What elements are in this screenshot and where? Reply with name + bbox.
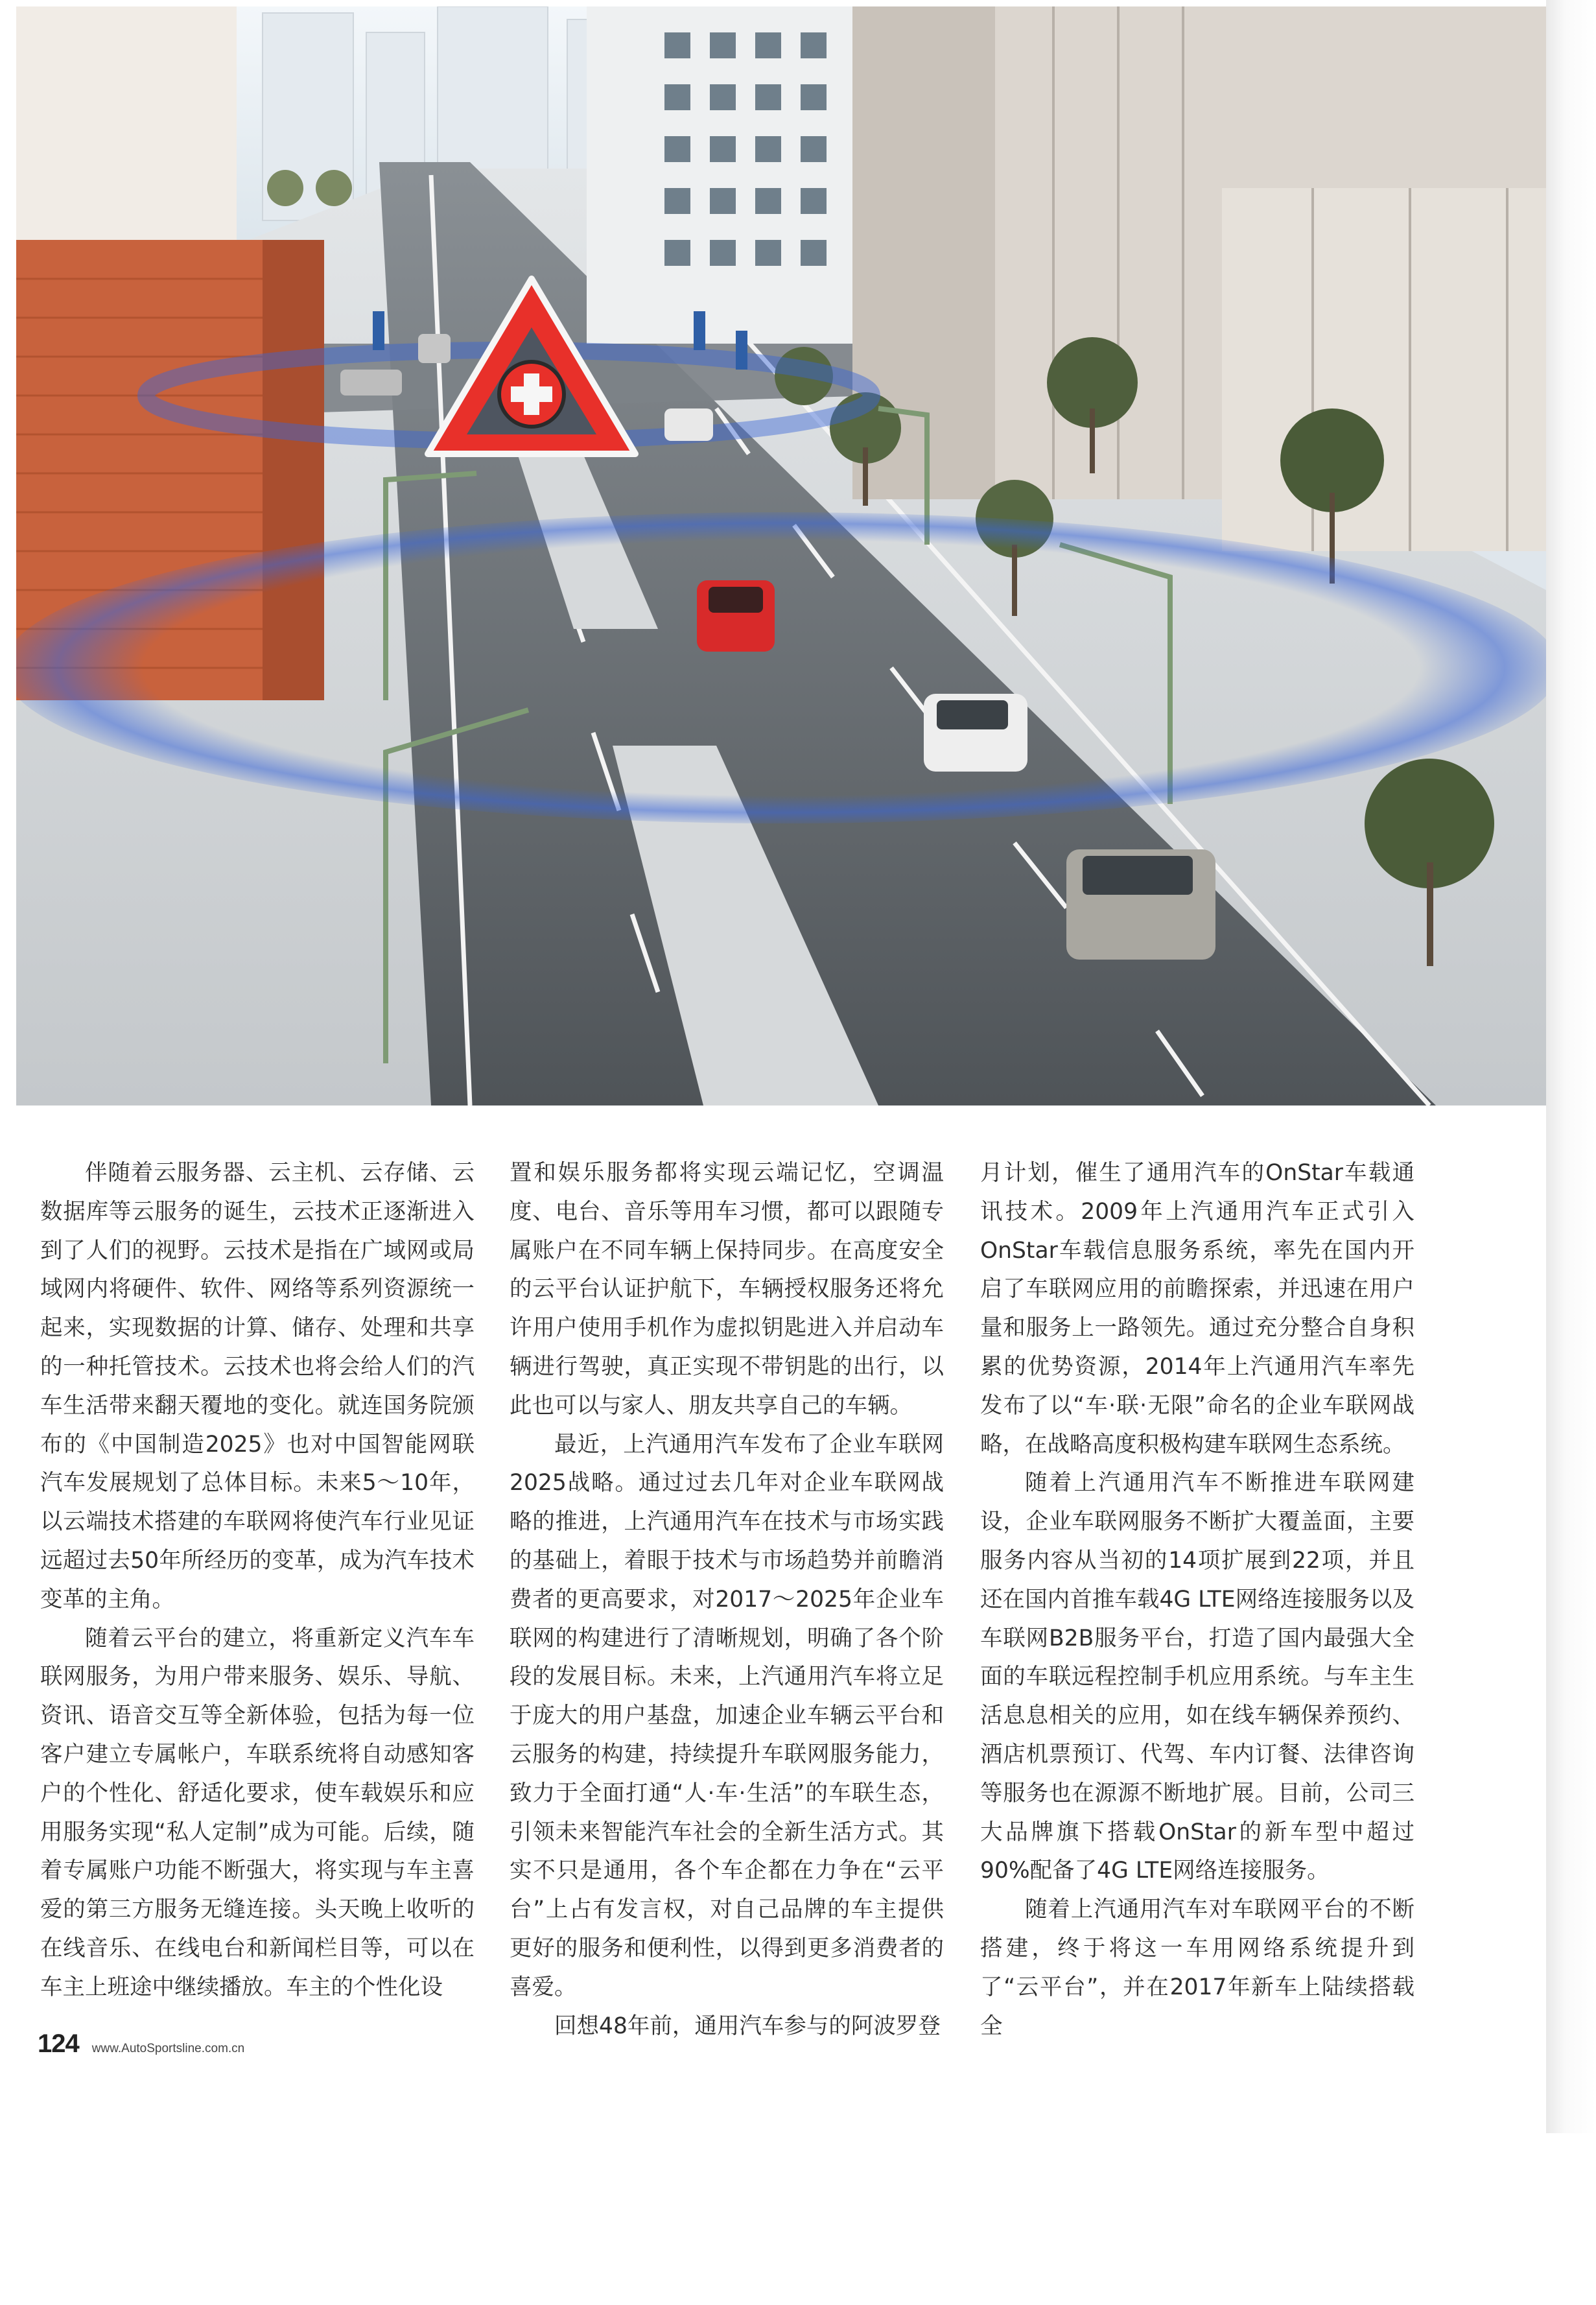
office-building-right <box>852 6 1546 551</box>
article-column-1 <box>40 1154 475 2007</box>
article-column-2 <box>510 1154 944 2046</box>
page-footer <box>38 2029 244 2068</box>
paragraph: 伴随着云服务器、云主机、云存储、云数据库等云服务的诞生，云技术正逐渐进入到了人们的视野。云技术是指在广域网或局域网内将硬件、软件、网络等系列资源统一起来，实现数据的计算、储存、处理和共享的一种托管技术。云技术也将会给人们的汽车生活带来翻天覆地的变化。就连国务院颁布的《中国制造2025》也对中国智能网联汽车发展规划了总体目标。未来5～10年，以云端技术搭建的车联网将使汽车行业见证远超过去50年所经历的变革，成为汽车技术变革的主角。 <box>40 1160 475 1613</box>
paragraph: 月计划，催生了通用汽车的OnStar车载通讯技术。2009年上汽通用汽车正式引入OnStar车载信息服务系统，率先在国内开启了车联网应用的前瞻探索，并迅速在用户量和服务上一路领先。通过充分整合自身积累的优势资源，2014年上汽通用汽车率先发布了以“车·联·无限”命名的企业车联网战略，在战略高度积极构建车联网生态系统。 <box>980 1160 1414 1458</box>
page-gutter-shadow <box>1546 0 1596 2305</box>
paragraph: 随着上汽通用汽车不断推进车联网建设，企业车联网服务不断扩大覆盖面，主要服务内容从当初的14项扩展到22项，并且还在国内首推车载4G LTE网络连接服务以及车联网B2B服务平台，打造了国内最强大全面的车联远程控制手机应用系统。与车主生活息息相关的应用，如在线车辆保养预约、酒店机票预订、代驾、车内订餐、法律咨询等服务也在源源不断地扩展。目前，公司三大品牌旗下搭载OnStar的新车型中超过90%配备了4G LTE网络连接服务。 <box>980 1470 1414 1884</box>
article-column-3 <box>980 1154 1414 2046</box>
paragraph: 随着云平台的建立，将重新定义汽车车联网服务，为用户带来服务、娱乐、导航、资讯、语音交互等全新体验，包括为每一位客户建立专属帐户，车联系统将自动感知客户的个性化、舒适化要求，使车载娱乐和应用服务实现“私人定制”成为可能。后续，随着专属账户功能不断强大，将实现与车主喜爱的第三方服务无缝连接。头天晚上收听的在线音乐、在线电台和新闻栏目等，可以在车主上班途中继续播放。车主的个性化设 <box>40 1625 475 2000</box>
car-white <box>924 694 1027 772</box>
paragraph: 最近，上汽通用汽车发布了企业车联网2025战略。通过过去几年对企业车联网战略的推进，上汽通用汽车在技术与市场实践的基础上，着眼于技术与市场趋势并前瞻消费者的更高要求，对2017～2025年企业车联网的构建进行了清晰规划，明确了各个阶段的发展目标。未来，上汽通用汽车将立足于庞大的用户基盘，加速企业车辆云平台和云服务的构建，持续提升车联网服务能力，致力于全面打通“人·车·生活”的车联生态，引领未来智能汽车社会的全新生活方式。其实不只是通用，各个车企都在力争在“云平台”上占有发言权，对自己品牌的车主提供更好的服务和便利性，以得到更多消费者的喜爱。 <box>510 1431 944 2000</box>
website-url: www.AutoSportsline.com.cn <box>91 2042 245 2055</box>
car-silver-suv <box>1066 849 1215 960</box>
car-red <box>697 580 775 652</box>
blank-margin <box>0 2133 1596 2305</box>
paragraph: 回想48年前，通用汽车参与的阿波罗登 <box>554 2013 941 2039</box>
paragraph: 置和娱乐服务都将实现云端记忆，空调温度、电台、音乐等用车习惯，都可以跟随专属账户在不同车辆上保持同步。在高度安全的云平台认证护航下，车辆授权服务还将允许用户使用手机作为虚拟钥匙进入并启动车辆进行驾驶，真正实现不带钥匙的出行，以此也可以与家人、朋友共享自己的车辆。 <box>510 1160 944 1419</box>
page-number: 124 <box>38 2029 79 2058</box>
paragraph: 随着上汽通用汽车对车联网平台的不断搭建，终于将这一车用网络系统提升到了“云平台”，并在2017年新车上陆续搭载全 <box>980 1897 1414 2039</box>
office-building-center <box>587 6 865 344</box>
hero-illustration <box>16 6 1546 1105</box>
signal-coverage-ring <box>16 512 1546 823</box>
